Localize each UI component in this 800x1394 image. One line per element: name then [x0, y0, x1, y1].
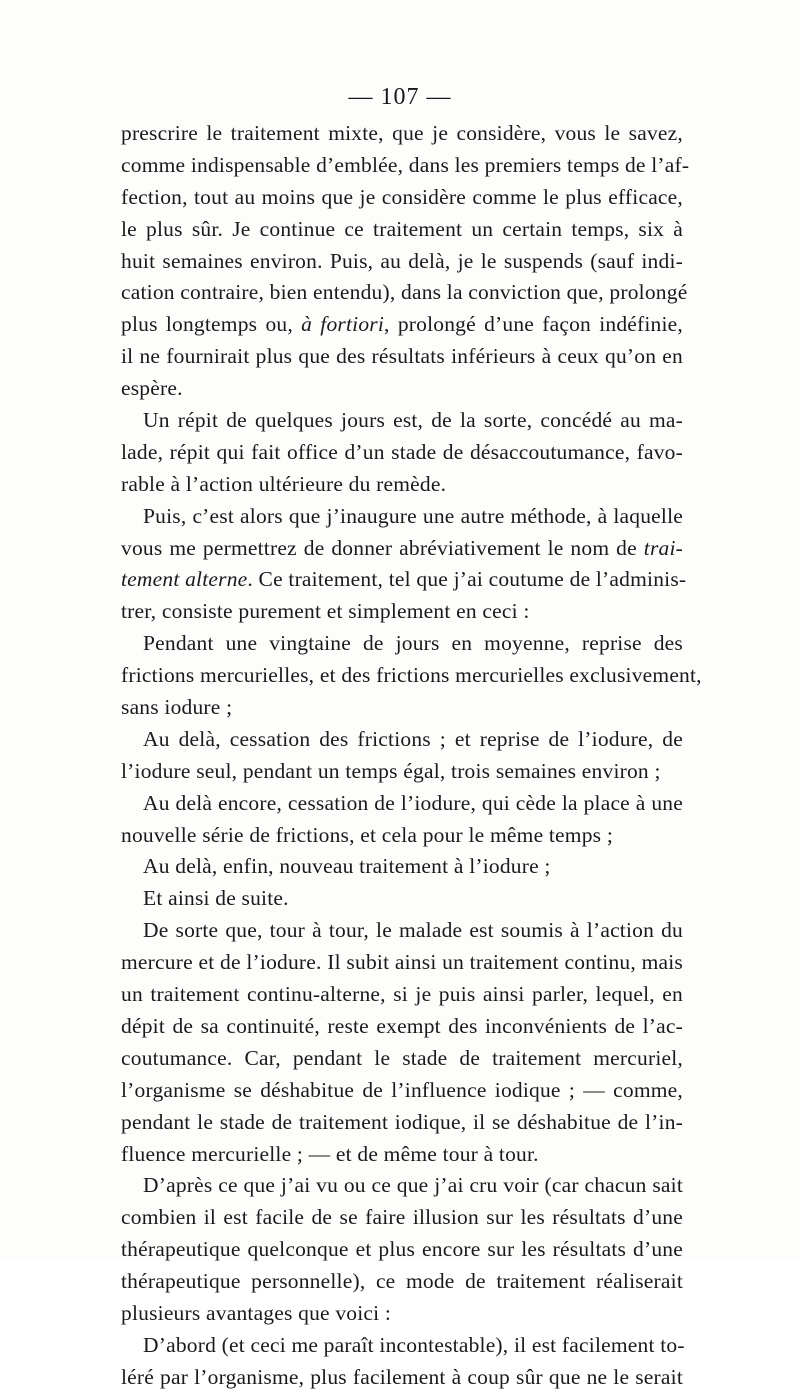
text-line: huit semaines environ. Puis, au delà, je le suspends (sauf indi-: [121, 248, 683, 273]
text-line: thérapeutique personnelle), ce mode de traitement réaliserait: [121, 1269, 683, 1294]
text-line: l’organisme se déshabitue de l’influence iodique ; — comme,: [121, 1077, 683, 1102]
text-line: fluence mercurielle ; — et de même tour à tour.: [121, 1141, 539, 1166]
text-line: combien il est facile de se faire illusion sur les résultats d’une: [121, 1205, 683, 1230]
text-line: thérapeutique quelconque et plus encore sur les résultats d’une: [121, 1237, 683, 1262]
text-line: léré par l’organisme, plus facilement à coup sûr que ne le serait: [121, 1364, 683, 1389]
text-line: sans iodure ;: [121, 695, 233, 720]
text-line: il ne fournirait plus que des résultats inférieurs à ceux qu’on en: [121, 344, 683, 369]
text-line: Au delà encore, cessation de l’iodure, qui cède la place à une: [143, 790, 683, 815]
text-line: D’abord (et ceci me paraît incontestable), il est facilement to-: [143, 1332, 685, 1357]
text-line: pendant le stade de traitement iodique, il se déshabitue de l’in-: [121, 1109, 683, 1134]
text-line: trer, consiste purement et simplement en ceci :: [121, 599, 530, 624]
text-line: coutumance. Car, pendant le stade de traitement mercuriel,: [121, 1045, 683, 1070]
text-line: un traitement continu-alterne, si je puis ainsi parler, lequel, en: [121, 982, 683, 1007]
text-line: comme indispensable d’emblée, dans les premiers temps de l’af-: [121, 152, 690, 177]
text-line: De sorte que, tour à tour, le malade est soumis à l’action du: [143, 918, 683, 943]
text-segment: . Ce traitement, tel que j’ai coutume de l’adminis-: [247, 567, 687, 592]
text-line: nouvelle série de frictions, et cela pour le même temps ;: [121, 822, 613, 847]
text-line: cation contraire, bien entendu), dans la conviction que, prolongé: [121, 280, 688, 305]
text-line: [121, 309, 683, 341]
text-line: D’après ce que j’ai vu ou ce que j’ai cru voir (car chacun sait: [143, 1173, 683, 1198]
italic-term: trai-: [643, 535, 683, 560]
text-segment: , prolongé d’une façon indéfinie,: [384, 312, 683, 337]
text-line: lade, répit qui fait office d’un stade de désaccoutumance, favo-: [121, 439, 683, 464]
italic-term: à fortiori: [301, 312, 385, 337]
text-segment: vous me permettrez de donner abréviativement le nom de: [121, 535, 644, 560]
text-line: espère.: [121, 376, 183, 401]
text-line: le plus sûr. Je continue ce traitement un certain temps, six à: [121, 216, 683, 241]
text-line: Et ainsi de suite.: [143, 886, 289, 911]
text-line: Au delà, cessation des frictions ; et reprise de l’iodure, de: [143, 726, 683, 751]
text-line: l’iodure seul, pendant un temps égal, trois semaines environ ;: [121, 758, 661, 783]
text-line: prescrire le traitement mixte, que je considère, vous le savez,: [121, 121, 683, 145]
text-line: plusieurs avantages que voici :: [121, 1300, 392, 1325]
text-line: Pendant une vingtaine de jours en moyenne, reprise des: [143, 631, 683, 656]
text-segment: plus longtemps ou,: [121, 312, 302, 337]
text-line: Au delà, enfin, nouveau traitement à l’iodure ;: [143, 854, 551, 879]
text-line: [121, 533, 683, 565]
italic-term: tement alterne: [121, 567, 248, 592]
body-text: [121, 118, 702, 1394]
page-number: — 107 —: [348, 84, 452, 110]
text-line: Puis, c’est alors que j’inaugure une autre méthode, à laquelle: [143, 503, 683, 528]
text-line: mercure et de l’iodure. Il subit ainsi un traitement continu, mais: [121, 950, 683, 975]
text-line: [121, 564, 687, 596]
text-line: fection, tout au moins que je considère comme le plus efficace,: [121, 184, 683, 209]
text-line: Un répit de quelques jours est, de la sorte, concédé au ma-: [143, 408, 683, 433]
text-line: frictions mercurielles, et des frictions mercurielles exclusivement,: [121, 663, 702, 688]
text-line: rable à l’action ultérieure du remède.: [121, 471, 447, 496]
text-line: dépit de sa continuité, reste exempt des inconvénients de l’ac-: [121, 1013, 683, 1038]
